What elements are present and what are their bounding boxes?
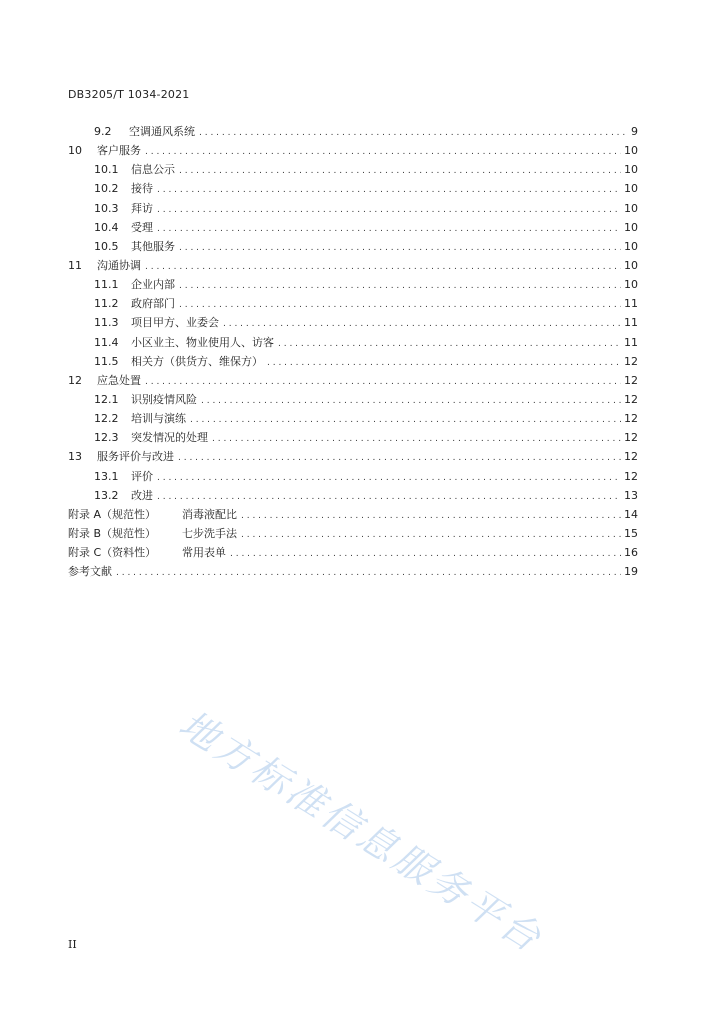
toc-entry[interactable] [68, 237, 638, 256]
toc-leader-dots [267, 354, 621, 373]
toc-entry-number: 10.1 [94, 163, 119, 177]
toc-leader-dots [145, 143, 621, 162]
toc-entry-title: 受理 [131, 220, 153, 234]
toc-leader-dots [157, 201, 621, 220]
toc-entry-page: 12 [624, 469, 638, 483]
toc-entry[interactable] [68, 428, 638, 447]
toc-entry[interactable] [68, 409, 638, 428]
toc-entry[interactable] [68, 371, 638, 390]
toc-entry[interactable] [68, 486, 638, 505]
toc-entry[interactable] [68, 256, 638, 275]
watermark-text: 地方标准信息服务平台 [171, 701, 551, 962]
toc-entry-title: 空调通风系统 [129, 125, 195, 138]
toc-entry-number: 10.5 [94, 239, 119, 253]
toc-entry-page: 12 [624, 450, 638, 464]
toc-entry-page: 11 [624, 335, 638, 349]
toc-entry-title: 突发情况的处理 [131, 431, 208, 445]
toc-entry-page: 10 [624, 239, 638, 253]
toc-entry[interactable] [68, 160, 638, 179]
toc-entry[interactable] [68, 199, 638, 218]
toc-leader-dots [179, 296, 621, 315]
toc-entry-number: 12.3 [94, 431, 119, 445]
toc-entry-appendix[interactable] [68, 543, 638, 562]
toc-entry[interactable] [68, 218, 638, 237]
toc-entry-page: 14 [624, 507, 638, 521]
toc-entry-title: 培训与演练 [131, 412, 186, 426]
toc-leader-dots [157, 220, 621, 239]
page-number: II [68, 938, 77, 951]
toc-entry-references[interactable] [68, 562, 638, 581]
toc-entry-title: 沟通协调 [97, 258, 141, 272]
toc-entry[interactable] [68, 390, 638, 409]
toc-entry-number: 13.2 [94, 488, 119, 502]
toc-entry-number: 11.4 [94, 335, 119, 349]
toc-leader-dots [199, 124, 628, 143]
toc-entry-title: 客户服务 [97, 144, 141, 158]
toc-entry-title: 应急处置 [97, 373, 141, 387]
toc-leader-dots [179, 277, 621, 296]
toc-leader-dots [157, 488, 621, 507]
toc-entry-title: 消毒液配比 [182, 507, 237, 521]
toc-entry-number: 13 [68, 450, 82, 464]
toc-leader-dots [230, 545, 621, 564]
toc-entry-page: 12 [624, 412, 638, 426]
toc-entry-number: 11 [68, 258, 82, 272]
toc-entry-title: 拜访 [131, 201, 153, 215]
toc-entry[interactable] [68, 313, 638, 332]
toc-entry-title: 项目甲方、业委会 [131, 316, 219, 330]
toc-entry-page: 10 [624, 258, 638, 272]
toc-entry-appendix[interactable] [68, 505, 638, 524]
document-code: DB3205/T 1034-2021 [68, 88, 190, 101]
toc-entry-title: 相关方（供货方、维保方） [131, 354, 263, 368]
toc-leader-dots [145, 373, 621, 392]
toc-entry[interactable] [68, 141, 638, 160]
toc-entry-appendix[interactable] [68, 524, 638, 543]
toc-entry-page: 10 [624, 144, 638, 158]
toc-entry[interactable] [68, 333, 638, 352]
toc-entry-number: 附录 A（规范性） [68, 507, 157, 521]
toc-entry-number: 附录 B（规范性） [68, 526, 157, 540]
toc-entry-number: 10.2 [94, 182, 119, 196]
toc-entry-number: 13.1 [94, 469, 119, 483]
toc-entry-title: 政府部门 [131, 297, 175, 311]
toc-entry-number: 12.1 [94, 392, 119, 406]
toc-entry-title: 企业内部 [131, 278, 175, 292]
toc-entry-page: 9 [631, 125, 638, 138]
toc-entry-title: 常用表单 [182, 546, 226, 560]
toc-entry-number: 附录 C（资料性） [68, 546, 157, 560]
toc-entry[interactable] [68, 352, 638, 371]
toc-entry-title: 其他服务 [131, 239, 175, 253]
toc-entry-page: 10 [624, 220, 638, 234]
toc-entry[interactable] [68, 122, 638, 141]
toc-entry-page: 10 [624, 163, 638, 177]
toc-entry[interactable] [68, 275, 638, 294]
toc-leader-dots [278, 335, 621, 354]
toc-leader-dots [116, 564, 621, 583]
toc-leader-dots [157, 181, 621, 200]
toc-entry-number: 11.2 [94, 297, 119, 311]
toc-entry-page: 12 [624, 354, 638, 368]
toc-leader-dots [157, 469, 621, 488]
toc-entry-page: 11 [624, 316, 638, 330]
toc-entry-page: 11 [624, 297, 638, 311]
toc-entry-title: 评价 [131, 469, 153, 483]
toc-entry-number: 9.2 [94, 125, 112, 138]
toc-entry-title: 改进 [131, 488, 153, 502]
toc-leader-dots [190, 411, 621, 430]
toc-leader-dots [179, 239, 621, 258]
toc-entry-title: 接待 [131, 182, 153, 196]
toc-entry-number: 10.3 [94, 201, 119, 215]
toc-leader-dots [212, 430, 621, 449]
toc-entry-number: 11.5 [94, 354, 119, 368]
toc-entry-number: 11.1 [94, 278, 119, 292]
toc-entry-page: 10 [624, 278, 638, 292]
toc-entry-title: 服务评价与改进 [97, 450, 174, 464]
toc-entry-number: 10 [68, 144, 82, 158]
toc-entry-page: 15 [624, 526, 638, 540]
toc-leader-dots [241, 526, 621, 545]
table-of-contents [68, 122, 638, 581]
toc-entry-page: 10 [624, 182, 638, 196]
toc-entry-number: 11.3 [94, 316, 119, 330]
toc-entry[interactable] [68, 294, 638, 313]
toc-entry-page: 12 [624, 392, 638, 406]
toc-entry-page: 19 [624, 565, 638, 579]
toc-leader-dots [145, 258, 621, 277]
toc-leader-dots [201, 392, 621, 411]
toc-entry-page: 10 [624, 201, 638, 215]
toc-entry-page: 12 [624, 431, 638, 445]
toc-entry[interactable] [68, 179, 638, 198]
toc-entry-title: 小区业主、物业使用人、访客 [131, 335, 274, 349]
toc-leader-dots [179, 162, 621, 181]
toc-entry-page: 16 [624, 546, 638, 560]
toc-entry-number: 12.2 [94, 412, 119, 426]
toc-entry-title: 参考文献 [68, 565, 112, 579]
toc-entry-number: 10.4 [94, 220, 119, 234]
toc-entry-title: 识别疫情风险 [131, 392, 197, 406]
toc-entry-page: 12 [624, 373, 638, 387]
toc-leader-dots [178, 449, 621, 468]
toc-entry-number: 12 [68, 373, 82, 387]
toc-entry[interactable] [68, 447, 638, 466]
toc-leader-dots [223, 315, 621, 334]
toc-entry-title: 信息公示 [131, 163, 175, 177]
toc-leader-dots [241, 507, 621, 526]
toc-entry-title: 七步洗手法 [182, 526, 237, 540]
toc-entry[interactable] [68, 467, 638, 486]
toc-entry-page: 13 [624, 488, 638, 502]
